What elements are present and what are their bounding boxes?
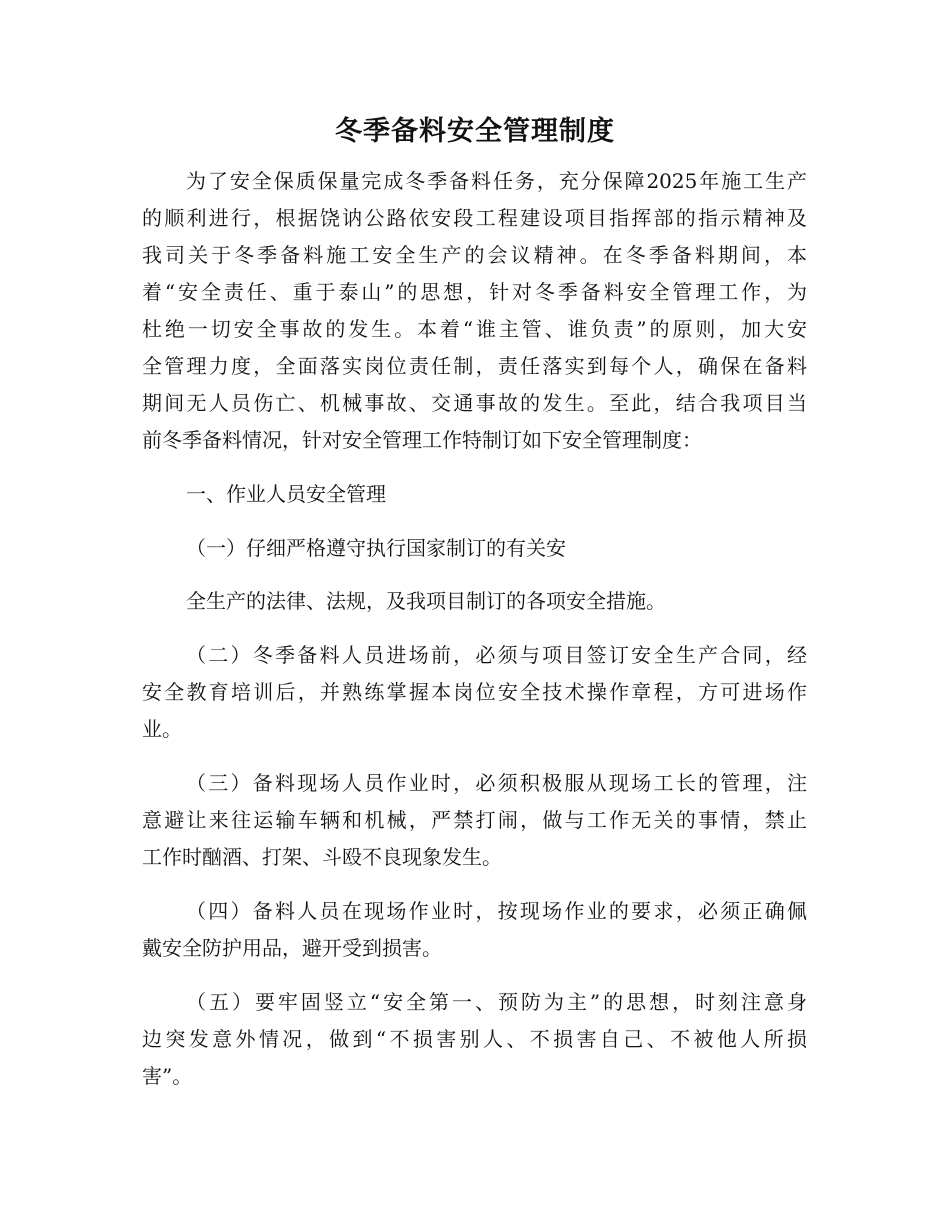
intro-line: 着“安全责任、重于泰山”的思想，针对冬季备料安全管理工作，为 [142,280,807,304]
item-5-line: 边突发意外情况，做到“不损害别人、不损害自己、不被他人所损 [142,1027,807,1051]
intro-line: 我司关于冬季备料施工安全生产的会议精神。在冬季备料期间，本 [142,243,807,267]
intro-line: 全管理力度，全面落实岗位责任制，责任落实到每个人，确保在备料 [142,354,807,378]
item-4-line: 戴安全防护用品，避开受到损害。 [142,936,442,960]
intro-line: 前冬季备料情况，针对安全管理工作特制订如下安全管理制度： [142,428,702,452]
item-2-line: 安全教育培训后，并熟练掌握本岗位安全技术操作章程，方可进场作 [142,680,807,704]
item-5-line: 害”。 [142,1064,193,1088]
item-3-line: 意避让来往运输车辆和机械，严禁打闹，做与工作无关的事情，禁止 [142,808,807,832]
item-1-line: 全生产的法律、法规，及我项目制订的各项安全措施。 [186,589,666,613]
intro-line: 期间无人员伤亡、机械事故、交通事故的发生。至此，结合我项目当 [142,391,807,415]
section-heading: 一、作业人员安全管理 [186,482,386,506]
item-4-line: （四）备料人员在现场作业时，按现场作业的要求，必须正确佩 [186,899,807,923]
item-2-line: （二）冬季备料人员进场前，必须与项目签订安全生产合同，经 [186,643,807,667]
item-2-line: 业。 [142,717,182,741]
item-1-line: （一）仔细严格遵守执行国家制订的有关安 [186,536,566,560]
item-3-line: （三）备料现场人员作业时，必须积极服从现场工长的管理，注 [186,771,807,795]
intro-line: 的顺利进行，根据饶讷公路依安段工程建设项目指挥部的指示精神及 [142,206,807,230]
document-title: 冬季备料安全管理制度 [335,116,615,147]
item-3-line: 工作时酗酒、打架、斗殴不良现象发生。 [142,845,502,869]
intro-line: 杜绝一切安全事故的发生。本着“谁主管、谁负责”的原则，加大安 [142,317,807,341]
intro-line: 为了安全保质保量完成冬季备料任务，充分保障2025年施工生产 [186,169,807,193]
item-5-line: （五）要牢固竖立“安全第一、预防为主”的思想，时刻注意身 [186,990,807,1014]
